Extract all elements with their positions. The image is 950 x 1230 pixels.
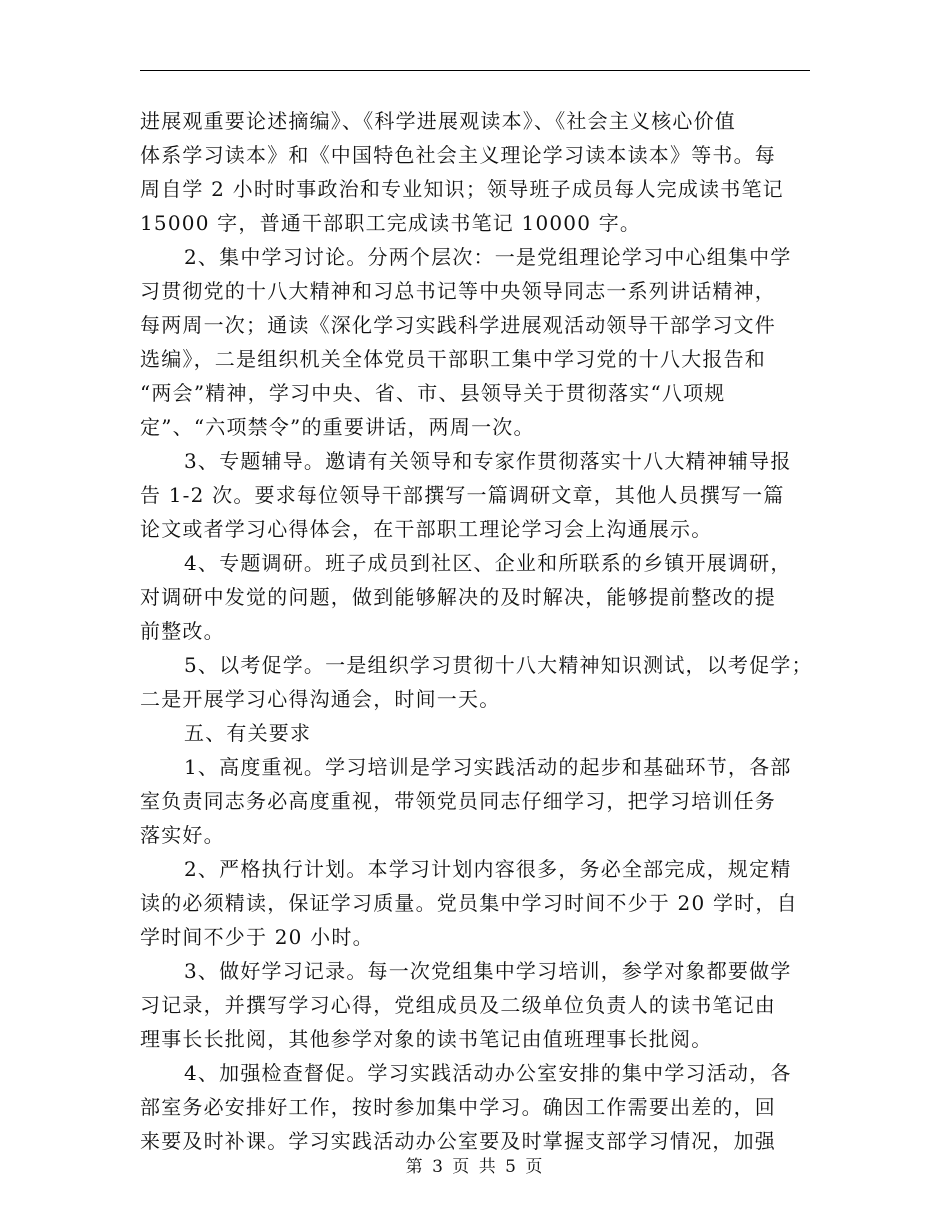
text-line: 学时间不少于 20 小时。 <box>140 925 374 949</box>
paragraph-start: 3、专题辅导。邀请有关领导和专家作贯彻落实十八大精神辅导报 <box>184 449 792 473</box>
text-line: 15000 字，普通干部职工完成读书笔记 10000 字。 <box>140 211 642 235</box>
text-line: 论文或者学习心得体会，在干部职工理论学习会上沟通展示。 <box>140 517 713 541</box>
text-line: 前整改。 <box>140 619 225 643</box>
section-heading: 五、有关要求 <box>184 721 312 745</box>
text-line: 落实好。 <box>140 823 225 847</box>
text-line: 对调研中发觉的问题，做到能够解决的及时解决，能够提前整改的提 <box>140 585 776 609</box>
paragraph-start: 1、高度重视。学习培训是学习实践活动的起步和基础环节，各部 <box>184 755 792 779</box>
text-line: 二是开展学习心得沟通会，时间一天。 <box>140 687 501 711</box>
document-body <box>140 104 820 1158</box>
text-line: 进展观重要论述摘编》、《科学进展观读本》、《社会主义核心价值 <box>140 109 736 133</box>
paragraph-start: 3、做好学习记录。每一次党组集中学习培训，参学对象都要做学 <box>184 959 792 983</box>
paragraph-start: 2、集中学习讨论。分两个层次：一是党组理论学习中心组集中学 <box>184 245 792 269</box>
text-line: 每两周一次；通读《深化学习实践科学进展观活动领导干部学习文件 <box>140 313 776 337</box>
paragraph-start: 2、严格执行计划。本学习计划内容很多，务必全部完成，规定精 <box>184 857 792 881</box>
header-rule <box>140 70 810 71</box>
text-line: 体系学习读本》和《中国特色社会主义理论学习读本读本》等书。每 <box>140 143 776 167</box>
text-line: 告 1-2 次。要求每位领导干部撰写一篇调研文章，其他人员撰写一篇 <box>140 483 785 507</box>
text-line: 理事长长批阅，其他参学对象的读书笔记由值班理事长批阅。 <box>140 1027 713 1051</box>
text-line: 读的必须精读，保证学习质量。党员集中学习时间不少于 20 学时，自 <box>140 891 798 915</box>
page-footer: 第 3 页 共 5 页 <box>405 1157 545 1177</box>
text-line: 选编》，二是组织机关全体党员干部职工集中学习党的十八大报告和 <box>140 347 766 371</box>
text-line: 部室务必安排好工作，按时参加集中学习。确因工作需要出差的，回 <box>140 1095 776 1119</box>
text-line: 定”、“六项禁令”的重要讲话，两周一次。 <box>140 415 535 439</box>
text-line: 周自学 2 小时时事政治和专业知识；领导班子成员每人完成读书笔记 <box>140 177 784 201</box>
paragraph-start: 4、加强检查督促。学习实践活动办公室安排的集中学习活动，各 <box>184 1061 792 1085</box>
text-line: 习记录，并撰写学习心得，党组成员及二级单位负责人的读书笔记由 <box>140 993 776 1017</box>
paragraph-start: 4、专题调研。班子成员到社区、企业和所联系的乡镇开展调研， <box>184 551 792 575</box>
paragraph-start: 5、以考促学。一是组织学习贯彻十八大精神知识测试，以考促学； <box>184 653 813 677</box>
text-line: 室负责同志务必高度重视，带领党员同志仔细学习，把学习培训任务 <box>140 789 776 813</box>
text-line: 习贯彻党的十八大精神和习总书记等中央领导同志一系列讲话精神， <box>140 279 776 303</box>
text-line: 来要及时补课。学习实践活动办公室要及时掌握支部学习情况，加强 <box>140 1129 776 1153</box>
text-line: “两会”精神，学习中央、省、市、县领导关于贯彻落实“八项规 <box>140 381 726 405</box>
